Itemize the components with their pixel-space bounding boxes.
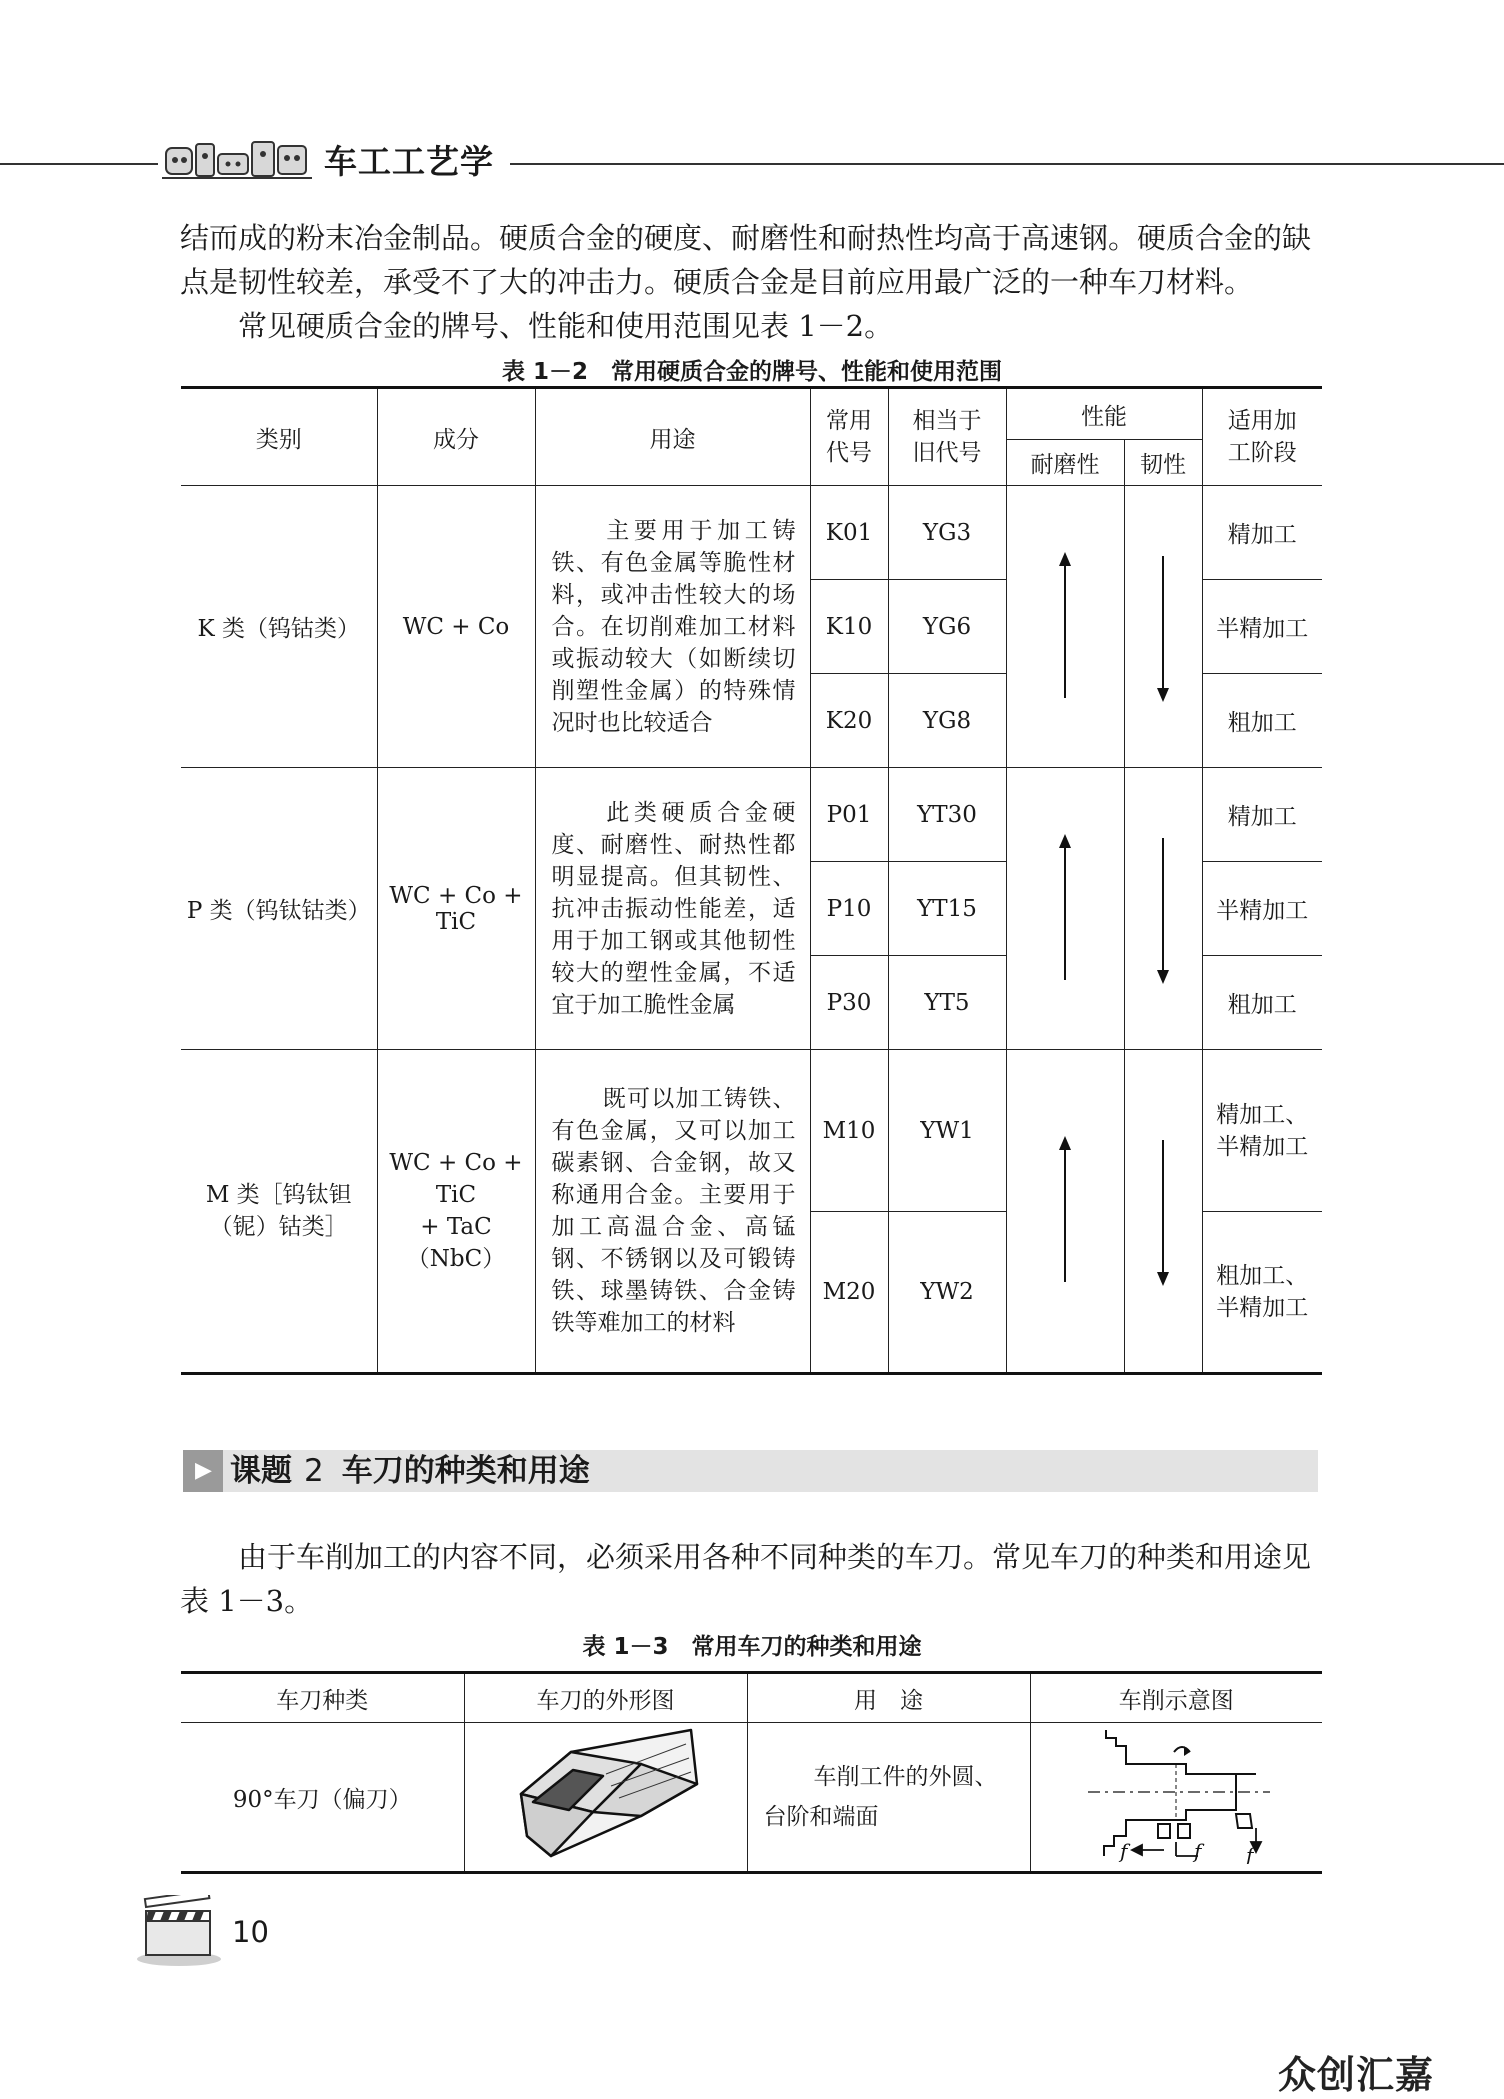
cell-code: P10 bbox=[810, 862, 888, 956]
table-row bbox=[181, 486, 1322, 580]
cell-tool-shape bbox=[464, 1723, 747, 1873]
section-number: 2 bbox=[304, 1453, 324, 1489]
header-performance: 性能 bbox=[1006, 388, 1202, 440]
cell-stage bbox=[1202, 1050, 1322, 1212]
cell-composition-m bbox=[377, 1050, 535, 1374]
tough-arrow-cell-k bbox=[1124, 486, 1202, 768]
cell-stage: 精加工 bbox=[1202, 486, 1322, 580]
cell-old-code: YW2 bbox=[888, 1212, 1006, 1374]
cell-category-m bbox=[181, 1050, 377, 1374]
wear-arrow-cell-p bbox=[1006, 768, 1124, 1050]
cell-old-code: YG6 bbox=[888, 580, 1006, 674]
cell-usage-p bbox=[535, 768, 810, 1050]
category-m-line2: （铌）钴类］ bbox=[209, 1214, 348, 1240]
header-tool-type: 车刀种类 bbox=[181, 1673, 464, 1723]
category-m-line1: M 类［钨钛钽 bbox=[205, 1182, 352, 1208]
header-category: 类别 bbox=[181, 388, 377, 486]
header-old-code-line1: 相当于 bbox=[912, 408, 982, 434]
cell-tool-usage bbox=[747, 1723, 1030, 1873]
cell-stage: 半精加工 bbox=[1202, 580, 1322, 674]
table-1-3 bbox=[181, 1671, 1322, 1874]
cell-usage-k bbox=[535, 486, 810, 768]
tough-arrow-cell-m bbox=[1124, 1050, 1202, 1374]
usage-text-p: 此类硬质合金硬度、耐磨性、耐热性都明显提高。但其韧性、抗冲击振动性能差，适用于加工钢或其他韧性较大的塑性金属，不适宜于加工脆性金属 bbox=[551, 799, 796, 1018]
cell-old-code: YG8 bbox=[888, 674, 1006, 768]
cell-old-code: YT30 bbox=[888, 768, 1006, 862]
cell-category-k: K 类（钨钴类） bbox=[181, 486, 377, 768]
cell-stage: 粗加工 bbox=[1202, 956, 1322, 1050]
cell-usage-m bbox=[535, 1050, 810, 1374]
header-code-line2: 代号 bbox=[826, 440, 872, 466]
intro-paragraph-2: 常见硬质合金的牌号、性能和使用范围见表 1－2。 bbox=[238, 309, 894, 343]
cell-code: K10 bbox=[810, 580, 888, 674]
cell-tool-type: 90°车刀（偏刀） bbox=[181, 1723, 464, 1873]
stage-line1: 精加工、 bbox=[1216, 1101, 1309, 1128]
play-triangle-icon: ▶ bbox=[195, 1458, 212, 1483]
header-mascot-icons bbox=[162, 138, 312, 182]
header-tool-usage: 用 途 bbox=[747, 1673, 1030, 1723]
header-rule-left bbox=[0, 163, 158, 165]
cell-composition-k: WC + Co bbox=[377, 486, 535, 768]
cell-category-p: P 类（钨钛钴类） bbox=[181, 768, 377, 1050]
stage-line1: 粗加工、 bbox=[1216, 1263, 1309, 1289]
cell-code: P01 bbox=[810, 768, 888, 862]
cell-code: M10 bbox=[810, 1050, 888, 1212]
book-title: 车工工艺学 bbox=[324, 142, 494, 181]
stage-line2: 半精加工 bbox=[1216, 1295, 1309, 1321]
header-stage-line2: 工阶段 bbox=[1227, 440, 1297, 466]
header-turning-diagram: 车削示意图 bbox=[1030, 1673, 1322, 1723]
header-stage bbox=[1202, 388, 1322, 486]
cell-old-code: YW1 bbox=[888, 1050, 1006, 1212]
section-title bbox=[230, 1451, 590, 1491]
cell-stage: 半精加工 bbox=[1202, 862, 1322, 956]
composition-m-line1: WC + Co + TiC bbox=[389, 1150, 523, 1208]
clapperboard-icon bbox=[134, 1895, 224, 1967]
header-old-code-line2: 旧代号 bbox=[912, 440, 982, 466]
header-composition: 成分 bbox=[377, 388, 535, 486]
feed-label: f bbox=[1194, 1839, 1202, 1863]
cell-code: K01 bbox=[810, 486, 888, 580]
header-code bbox=[810, 388, 888, 486]
turning-diagram-illustration bbox=[1066, 1724, 1286, 1864]
table-row bbox=[181, 1723, 1322, 1873]
arrow-up-icon bbox=[1055, 552, 1075, 702]
cell-stage: 精加工 bbox=[1202, 768, 1322, 862]
header-toughness: 韧性 bbox=[1124, 440, 1202, 486]
arrow-up-icon bbox=[1055, 834, 1075, 984]
cell-code: M20 bbox=[810, 1212, 888, 1374]
feed-label: f bbox=[1120, 1839, 1128, 1863]
intro-paragraph-1: 结而成的粉末冶金制品。硬质合金的硬度、耐磨性和耐热性均高于高速钢。硬质合金的缺点是韧性较差，承受不了大的冲击力。硬质合金是目前应用最广泛的一种车刀材料。 bbox=[180, 221, 1312, 299]
table-1-3-caption: 表 1－3 常用车刀的种类和用途 bbox=[582, 1634, 922, 1660]
wear-arrow-cell-m bbox=[1006, 1050, 1124, 1374]
feed-label: f bbox=[1246, 1843, 1254, 1864]
table-row bbox=[181, 768, 1322, 862]
watermark: 众创汇嘉 bbox=[1278, 2053, 1435, 2097]
stage-line2: 半精加工 bbox=[1216, 1133, 1309, 1160]
section-title-text: 车刀的种类和用途 bbox=[341, 1453, 590, 1489]
cell-old-code: YG3 bbox=[888, 486, 1006, 580]
turning-tool-illustration bbox=[511, 1724, 701, 1864]
usage-text-m: 既可以加工铸铁、有色金属，又可以加工碳素钢、合金钢，故又称通用合金。主要用于加工高温合金、高锰钢、不锈钢以及可锻铸铁、球墨铸铁、合金铸铁等难加工的材料 bbox=[551, 1086, 796, 1336]
table-row bbox=[181, 1050, 1322, 1212]
table-1-2 bbox=[181, 386, 1322, 1375]
cell-turning-diagram bbox=[1030, 1723, 1322, 1873]
page-number: 10 bbox=[232, 1915, 269, 1949]
arrow-down-icon bbox=[1153, 834, 1173, 984]
header-old-code bbox=[888, 388, 1006, 486]
cell-code: P30 bbox=[810, 956, 888, 1050]
header-wear-resistance: 耐磨性 bbox=[1006, 440, 1124, 486]
usage-line1: 车削工件的外圆、 bbox=[813, 1764, 998, 1790]
arrow-up-icon bbox=[1055, 1136, 1075, 1286]
cell-code: K20 bbox=[810, 674, 888, 768]
header-stage-line1: 适用加 bbox=[1227, 408, 1297, 434]
tough-arrow-cell-p bbox=[1124, 768, 1202, 1050]
cell-old-code: YT15 bbox=[888, 862, 1006, 956]
cell-old-code: YT5 bbox=[888, 956, 1006, 1050]
header-tool-shape: 车刀的外形图 bbox=[464, 1673, 747, 1723]
usage-text-k: 主要用于加工铸铁、有色金属等脆性材料，或冲击性较大的场合。在切削难加工材料或振动较大（如断续切削塑性金属）的特殊情况时也比较适合 bbox=[551, 517, 796, 736]
section-label: 课题 bbox=[230, 1453, 292, 1489]
arrow-down-icon bbox=[1153, 552, 1173, 702]
wear-arrow-cell-k bbox=[1006, 486, 1124, 768]
section-marker bbox=[183, 1450, 223, 1492]
table-1-2-caption: 表 1－2 常用硬质合金的牌号、性能和使用范围 bbox=[501, 359, 1002, 385]
section-paragraph: 由于车削加工的内容不同，必须采用各种不同种类的车刀。常见车刀的种类和用途见表 1－3。 bbox=[180, 1540, 1312, 1618]
cell-stage: 粗加工 bbox=[1202, 674, 1322, 768]
arrow-down-icon bbox=[1153, 1136, 1173, 1286]
header-code-line1: 常用 bbox=[826, 408, 872, 434]
composition-m-line2: + TaC（NbC） bbox=[406, 1214, 506, 1272]
cell-stage bbox=[1202, 1212, 1322, 1374]
usage-line2: 台阶和端面 bbox=[763, 1804, 879, 1830]
cell-composition-p: WC + Co + TiC bbox=[377, 768, 535, 1050]
header-usage: 用途 bbox=[535, 388, 810, 486]
header-rule-right bbox=[510, 163, 1504, 165]
